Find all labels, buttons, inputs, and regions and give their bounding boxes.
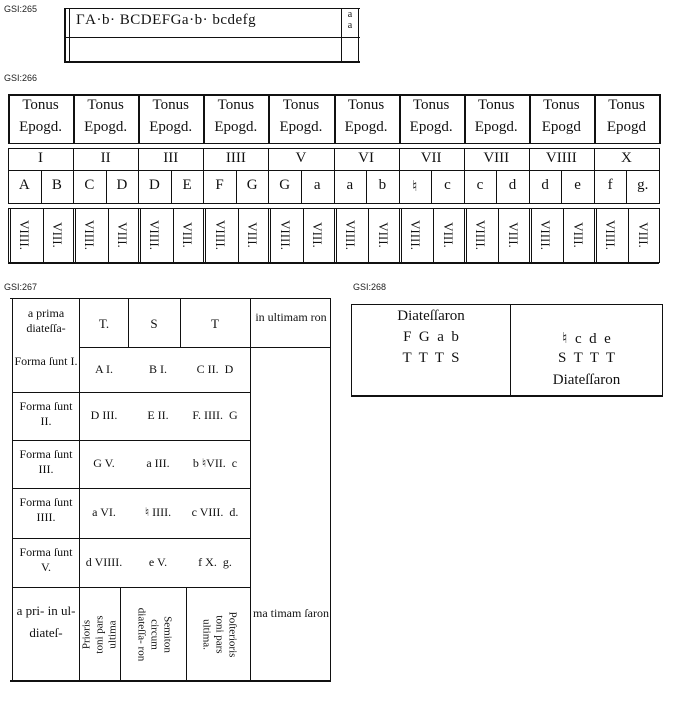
bottom-right-text: ma timam ſaron bbox=[253, 606, 329, 620]
interval-numeral bbox=[171, 209, 204, 261]
interval-numeral-text: VIIII. bbox=[147, 220, 163, 250]
rule-line bbox=[12, 392, 80, 393]
left-notes: F G a b bbox=[403, 329, 459, 345]
vertical-note-text: Semiton circum diateſſa- ron bbox=[135, 607, 174, 661]
left-title: Diateſſaron bbox=[397, 308, 465, 324]
tone-numeral: V bbox=[295, 150, 307, 166]
note-letter: ♮ bbox=[412, 179, 418, 195]
interval-numeral bbox=[138, 209, 171, 261]
note-letter: d bbox=[508, 177, 517, 193]
interval-numeral-text: VIIII. bbox=[472, 220, 488, 250]
rule-line bbox=[120, 587, 121, 681]
interval-numeral bbox=[594, 209, 627, 261]
note-letter: G bbox=[279, 177, 291, 193]
rule-line bbox=[12, 440, 80, 441]
interval-numeral-text: VIIII. bbox=[407, 220, 423, 250]
interval-numeral-text: VIIII. bbox=[212, 220, 228, 250]
interval-numeral-text: VIIII. bbox=[82, 220, 98, 250]
interval-numeral bbox=[464, 209, 497, 261]
interval-numeral bbox=[106, 209, 139, 261]
interval-numeral-text: VIII. bbox=[180, 222, 196, 248]
rule-line bbox=[330, 298, 331, 681]
tonus-label: Tonus bbox=[412, 97, 450, 113]
tone-numeral: VIIII bbox=[545, 150, 577, 166]
forma-cell: e V. bbox=[148, 554, 168, 569]
gamut-text: ΓA·b· BCDEFGa·b· bcdefg bbox=[76, 12, 257, 28]
interval-numeral-text: VIII. bbox=[310, 222, 326, 248]
forma-cell: d VIIII. bbox=[85, 554, 123, 569]
note-letter: F bbox=[215, 177, 224, 193]
right-steps: S T T T bbox=[558, 350, 615, 366]
epogd-label: Epogd. bbox=[409, 119, 453, 135]
forma-label: Forma ſunt V. bbox=[19, 545, 73, 574]
note-letter: a bbox=[346, 177, 354, 193]
note-letter: E bbox=[182, 177, 192, 193]
rule-line bbox=[12, 538, 80, 539]
epogd-label: Epogd. bbox=[19, 119, 62, 135]
interval-numeral bbox=[561, 209, 594, 261]
tonus-label: Tonus bbox=[87, 97, 124, 113]
rule-line bbox=[186, 587, 187, 681]
figure-label-268: GSI:268 bbox=[353, 282, 387, 292]
interval-numeral-text: VIII. bbox=[440, 222, 456, 248]
note-letter: d bbox=[541, 177, 549, 193]
rule-line bbox=[79, 587, 251, 588]
note-letter: f bbox=[607, 177, 613, 193]
interval-numeral-text: VIIII. bbox=[603, 220, 619, 250]
tone-numeral: IIII bbox=[225, 150, 246, 166]
forma-label: Forma ſunt III. bbox=[19, 447, 73, 476]
interval-numeral bbox=[268, 209, 301, 261]
note-letter: C bbox=[84, 177, 95, 193]
interval-numeral bbox=[366, 209, 399, 261]
gamut-fraction: a a bbox=[347, 9, 353, 31]
interval-numeral-text: VIII. bbox=[635, 222, 651, 248]
tone-numeral: II bbox=[100, 150, 111, 166]
forma-cell: C II. D bbox=[196, 361, 234, 376]
tonus-label: Tonus bbox=[152, 97, 189, 113]
vertical-note-text: Prioris toni pars ultima bbox=[80, 614, 119, 654]
interval-numeral bbox=[8, 209, 41, 261]
vertical-note bbox=[80, 589, 120, 679]
interval-numeral bbox=[334, 209, 367, 261]
interval-numeral bbox=[529, 209, 562, 261]
tonus-label: Tonus bbox=[217, 97, 255, 113]
right-title: Diateſſaron bbox=[552, 372, 621, 388]
epogd-label: Epogd. bbox=[149, 119, 193, 135]
interval-numeral-text: VIIII. bbox=[277, 220, 293, 250]
note-letter: G bbox=[246, 177, 258, 193]
rule-line bbox=[659, 208, 660, 263]
interval-numeral-text: VIIII. bbox=[17, 220, 33, 250]
forma-cell: f X. g. bbox=[198, 554, 232, 569]
rule-line bbox=[659, 94, 661, 144]
rule-line bbox=[250, 347, 331, 348]
rule-line bbox=[79, 538, 251, 539]
note-letter: B bbox=[51, 177, 62, 193]
rule-line bbox=[250, 298, 251, 681]
forma-cell: D III. bbox=[90, 408, 118, 422]
rule-line bbox=[12, 298, 13, 681]
note-letter: a bbox=[313, 177, 321, 193]
note-letter: g. bbox=[637, 177, 649, 193]
tonus-label: Tonus bbox=[543, 97, 580, 113]
epogd-label: Epogd. bbox=[474, 119, 518, 135]
interval-numeral-text: VIII. bbox=[114, 222, 130, 248]
rule-line bbox=[10, 680, 331, 682]
forma-cell: E II. bbox=[147, 408, 169, 422]
forma-label: Forma ſunt IIII. bbox=[19, 495, 73, 524]
interval-numeral-text: VIII. bbox=[375, 222, 391, 248]
vertical-note bbox=[188, 589, 250, 679]
forma-label: Forma ſunt I. bbox=[14, 354, 78, 368]
note-letter: c bbox=[444, 177, 451, 193]
tone-numeral: I bbox=[38, 150, 44, 166]
interval-numeral bbox=[431, 209, 464, 261]
epogd-label: Epogd. bbox=[279, 119, 323, 135]
note-letter: D bbox=[116, 177, 128, 193]
vertical-note bbox=[122, 589, 186, 679]
forma-cell: B I. bbox=[149, 361, 167, 376]
step-header: S bbox=[150, 316, 158, 331]
tonus-label: Tonus bbox=[22, 97, 59, 113]
rule-line bbox=[79, 440, 251, 441]
rule-line bbox=[79, 488, 251, 489]
forma-cell: a VI. bbox=[92, 505, 116, 519]
tonus-label: Tonus bbox=[478, 97, 515, 113]
interval-numeral-text: VIII. bbox=[570, 222, 586, 248]
step-header: T. bbox=[98, 316, 110, 331]
last-diatessaron-header: in ultimam ron bbox=[255, 310, 327, 324]
interval-numeral bbox=[203, 209, 236, 261]
tone-numeral: VIII bbox=[483, 150, 510, 166]
tonus-label: Tonus bbox=[347, 97, 385, 113]
tone-numeral: VII bbox=[420, 150, 442, 166]
forma-cell: c VIII. d. bbox=[191, 505, 239, 519]
left-steps: T T T S bbox=[402, 350, 460, 366]
forma-cell: F. IIII. G bbox=[192, 408, 238, 422]
interval-numeral-text: VIII. bbox=[505, 222, 521, 248]
figure-label-266: GSI:266 bbox=[4, 73, 38, 83]
rule-line bbox=[12, 587, 80, 588]
right-notes: ♮ c d e bbox=[562, 331, 611, 347]
interval-numeral bbox=[41, 209, 74, 261]
rule-line bbox=[10, 298, 331, 299]
interval-numeral bbox=[399, 209, 432, 261]
tone-numeral: III bbox=[163, 150, 179, 166]
note-letter: b bbox=[378, 177, 387, 193]
note-letter: D bbox=[149, 177, 160, 193]
forma-cell: a III. bbox=[146, 456, 170, 470]
bottom-left-text: a pri- in ul- diateſ- bbox=[16, 603, 76, 640]
interval-numeral-text: VIIII. bbox=[342, 220, 358, 250]
interval-numeral bbox=[301, 209, 334, 261]
epogd-label: Epogd. bbox=[84, 119, 128, 135]
epogd-label: Epogd bbox=[606, 119, 647, 135]
note-letter: e bbox=[574, 177, 581, 193]
rule-line bbox=[79, 392, 251, 393]
forma-cell: ♮ IIII. bbox=[144, 505, 172, 519]
epogd-label: Epogd. bbox=[214, 119, 258, 135]
interval-numeral-text: VIII. bbox=[49, 222, 65, 248]
tonus-label: Tonus bbox=[282, 97, 320, 113]
tone-numeral: X bbox=[621, 150, 632, 166]
epogd-label: Epogd bbox=[541, 119, 581, 135]
rule-line bbox=[12, 488, 80, 489]
figure-label-267: GSI:267 bbox=[4, 282, 38, 292]
forma-label: Forma ſunt II. bbox=[19, 399, 73, 428]
interval-numeral-text: VIII. bbox=[245, 222, 261, 248]
tonus-label: Tonus bbox=[608, 97, 645, 113]
interval-numeral bbox=[73, 209, 106, 261]
step-header: T bbox=[211, 316, 219, 331]
first-diatessaron-header: a prima diateſſa- bbox=[26, 306, 66, 335]
forma-cell: A I. bbox=[95, 361, 113, 376]
interval-numeral bbox=[496, 209, 529, 261]
rule-line bbox=[659, 148, 660, 171]
interval-numeral bbox=[236, 209, 269, 261]
figure-label-265: GSI:265 bbox=[4, 4, 38, 14]
epogd-label: Epogd. bbox=[344, 119, 388, 135]
interval-numeral-text: VIIII. bbox=[538, 220, 554, 250]
rule-line bbox=[79, 347, 251, 348]
tone-numeral: VI bbox=[358, 150, 374, 166]
forma-cell: b ♮VII. c bbox=[192, 456, 238, 470]
vertical-note-text: Poſterioris toni pars ultima. bbox=[200, 611, 239, 657]
note-letter: A bbox=[18, 177, 30, 193]
interval-numeral bbox=[626, 209, 659, 261]
forma-cell: G V. bbox=[93, 456, 115, 470]
note-letter: c bbox=[476, 177, 484, 193]
rule-line bbox=[659, 170, 660, 204]
